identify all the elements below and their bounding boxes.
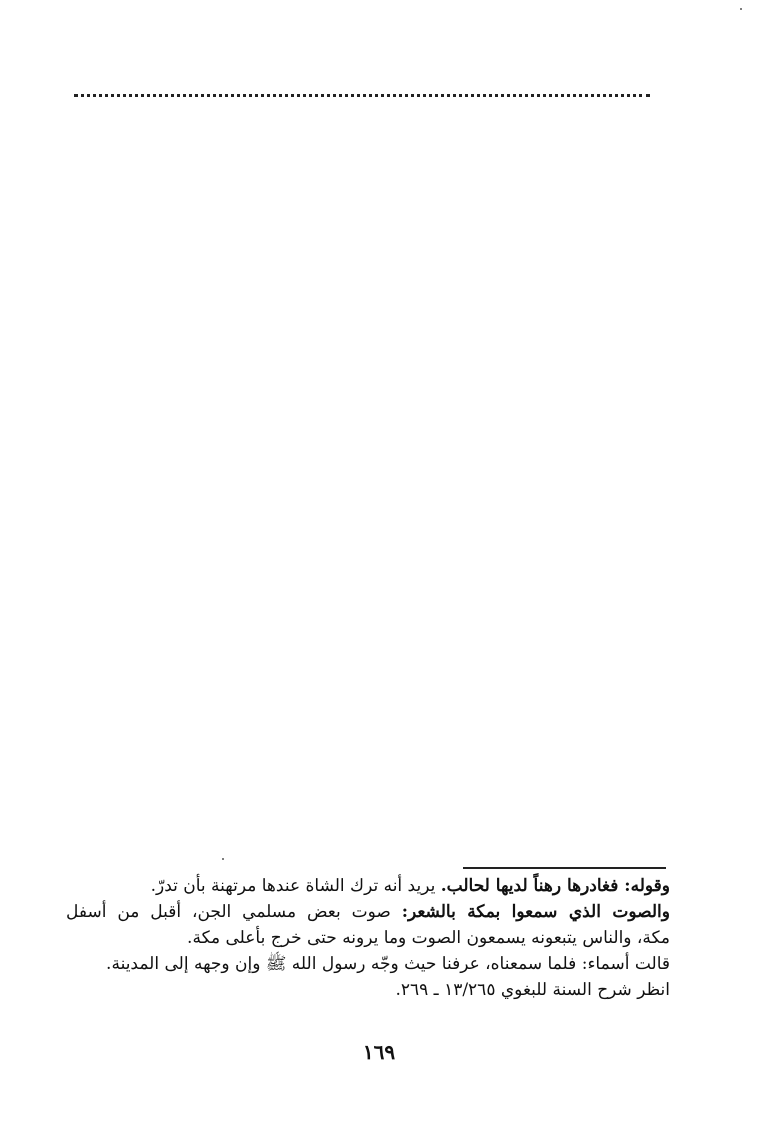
footnote-4: انظر شرح السنة للبغوي ١٣/٢٦٥ ـ ٢٦٩. bbox=[395, 980, 670, 1000]
footnotes-block bbox=[66, 873, 670, 1003]
footnote-separator bbox=[463, 867, 666, 869]
footnote-2-label: والصوت الذي سمعوا بمكة بالشعر: bbox=[401, 902, 670, 922]
footnote-2-text-1: صوت بعض مسلمي الجن، أقبل من أسفل bbox=[66, 902, 402, 922]
footnote-1-label: وقوله: فغادرها رهناً لديها لحالب. bbox=[440, 876, 670, 896]
footnote-1-text: يريد أنه ترك الشاة عندها مرتهنة بأن تدرّ. bbox=[150, 876, 441, 896]
dotted-separator bbox=[74, 94, 650, 97]
footnote-1 bbox=[66, 873, 670, 899]
footnote-2-line-1 bbox=[66, 899, 670, 925]
footnote-2-line-2: مكة، والناس يتبعونه يسمعون الصوت وما يرونه حتى خرج بأعلى مكة. bbox=[187, 928, 670, 948]
page-number: ١٦٩ bbox=[362, 1040, 396, 1064]
scan-speck bbox=[222, 858, 224, 860]
footnote-3: قالت أسماء: فلما سمعناه، عرفنا حيث وجّه رسول الله ﷺ وإن وجهه إلى المدينة. bbox=[106, 954, 670, 974]
scan-speck bbox=[740, 8, 742, 10]
